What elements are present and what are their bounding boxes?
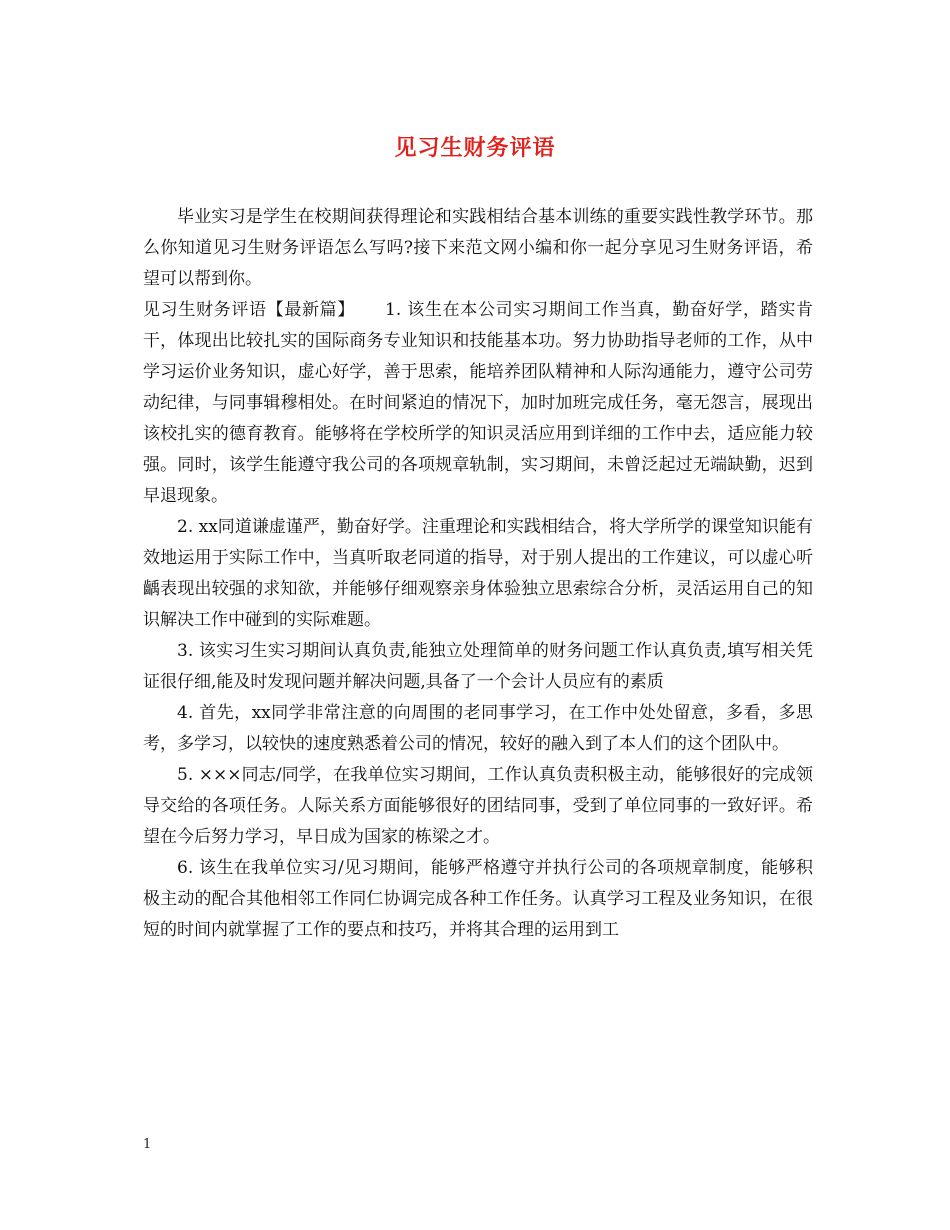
review-item-6: 6. 该生在我单位实习/见习期间，能够严格遵守并执行公司的各项规章制度，能够积极主动的配合其他相邻工作同仁协调完成各种工作任务。认真学习工程及业务知识，在很短的时间内就掌握了工作的要点和技巧，并将其合理的运用到工 xyxy=(143,858,813,940)
section-paragraph xyxy=(143,295,813,512)
page-number: 1 xyxy=(143,1137,152,1152)
review-item-3: 3. 该实习生实习期间认真负责,能独立处理简单的财务问题工作认真负责,填写相关凭证很仔细,能及时发现问题并解决问题,具备了一个会计人员应有的素质 xyxy=(143,641,813,692)
document-body xyxy=(143,202,813,946)
intro-paragraph: 毕业实习是学生在校期间获得理论和实践相结合基本训练的重要实践性教学环节。那么你知道见习生财务评语怎么写吗?接下来范文网小编和你一起分享见习生财务评语，希望可以帮到你。 xyxy=(143,207,813,289)
review-item-5: 5. ×××同志/同学，在我单位实习期间，工作认真负责积极主动，能够很好的完成领导交给的各项任务。人际关系方面能够很好的团结同事，受到了单位同事的一致好评。希望在今后努力学习，早日成为国家的栋梁之才。 xyxy=(143,765,813,847)
review-item-2: 2. xx同道谦虚谨严，勤奋好学。注重理论和实践相结合，将大学所学的课堂知识能有效地运用于实际工作中，当真听取老同道的指导，对于别人提出的工作建议，可以虚心听齲表现出较强的求知欲，并能够仔细观察亲身体验独立思索综合分析，灵活运用自己的知识解决工作中碰到的实际难题。 xyxy=(143,517,813,630)
section-heading: 见习生财务评语【最新篇】 xyxy=(143,300,356,320)
review-item-4: 4. 首先，xx同学非常注意的向周围的老同事学习，在工作中处处留意，多看，多思考，多学习，以较快的速度熟悉着公司的情况，较好的融入到了本人们的这个团队中。 xyxy=(143,703,813,754)
document-title: 见习生财务评语 xyxy=(394,135,556,161)
review-item-1: 1. 该生在本公司实习期间工作当真，勤奋好学，踏实肯干，体现出比较扎实的国际商务专业知识和技能基本功。努力协助指导老师的工作，从中学习运价业务知识，虚心好学，善于思索，能培养团队精神和人际沟通能力，遵守公司劳动纪律，与同事辑穆相处。在时间紧迫的情况下，加时加班完成任务，毫无怨言，展现出该校扎实的德育教育。能够将在学校所学的知识灵活应用到详细的工作中去，适应能力较强。同时，该学生能遵守我公司的各项规章轨制，实习期间，未曾泛起过无端缺勤，迟到早退现象。 xyxy=(143,300,813,506)
